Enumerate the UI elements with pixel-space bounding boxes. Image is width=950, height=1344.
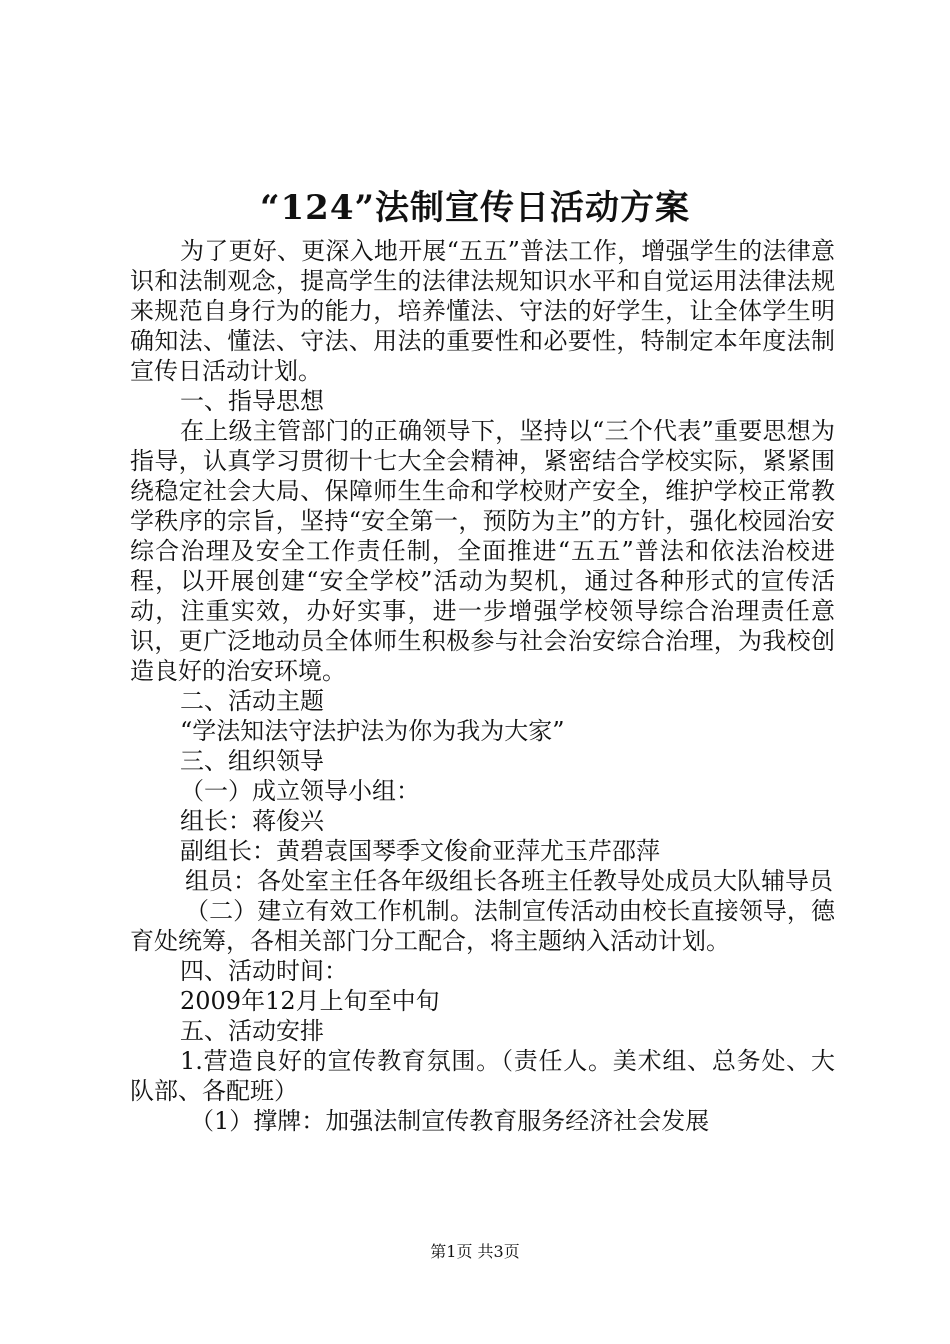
arrangement-item-1: 1.营造良好的宣传教育氛围。（责任人。美术组、总务处、大队部、各配班） xyxy=(130,1047,835,1105)
section-heading-organization: 三、组织领导 xyxy=(180,747,324,775)
document-body xyxy=(130,236,835,1136)
group-members: 组员：各处室主任各年级组长各班主任教导处成员大队辅导员 xyxy=(185,867,833,895)
section-heading-arrangement: 五、活动安排 xyxy=(180,1017,324,1045)
subsection-work-mechanism: （二）建立有效工作机制。法制宣传活动由校长直接领导，德育处统筹，各相关部门分工配合，将主题纳入活动计划。 xyxy=(130,897,835,955)
activity-time: 2009年12月上旬至中旬 xyxy=(180,987,440,1015)
document-title: “124”法制宣传日活动方案 xyxy=(259,188,691,228)
group-leader: 组长：蒋俊兴 xyxy=(180,807,324,835)
intro-paragraph: 为了更好、更深入地开展“五五”普法工作，增强学生的法律意识和法制观念，提高学生的法律法规知识水平和自觉运用法律法规来规范自身行为的能力，培养懂法、守法的好学生，让全体学生明确知法、懂法、守法、用法的重要性和必要性，特制定本年度法制宣传日活动计划。 xyxy=(130,237,835,385)
section-heading-theme: 二、活动主题 xyxy=(180,687,324,715)
section-heading-time: 四、活动时间： xyxy=(180,957,348,985)
arrangement-item-1-1: （1）撑牌：加强法制宣传教育服务经济社会发展 xyxy=(190,1107,710,1135)
subsection-leading-group: （一）成立领导小组： xyxy=(180,777,420,805)
section-heading-guiding-ideology: 一、指导思想 xyxy=(180,387,324,415)
guiding-ideology-paragraph: 在上级主管部门的正确领导下，坚持以“三个代表”重要思想为指导，认真学习贯彻十七大全会精神，紧密结合学校实际，紧紧围绕稳定社会大局、保障师生生命和学校财产安全，维护学校正常教学秩序的宗旨，坚持“安全第一，预防为主”的方针，强化校园治安综合治理及安全工作责任制，全面推进“五五”普法和依法治校进程，以开展创建“安全学校”活动为契机，通过各种形式的宣传活动，注重实效，办好实事，进一步增强学校领导综合治理责任意识，更广泛地动员全体师生积极参与社会治安综合治理，为我校创造良好的治安环境。 xyxy=(130,417,835,685)
theme-text: “学法知法守法护法为你为我为大家” xyxy=(180,717,565,745)
deputy-leaders: 副组长：黄碧袁国琴季文俊俞亚萍尤玉芹邵萍 xyxy=(180,837,660,865)
page-footer: 第1页 共3页 xyxy=(430,1242,520,1261)
